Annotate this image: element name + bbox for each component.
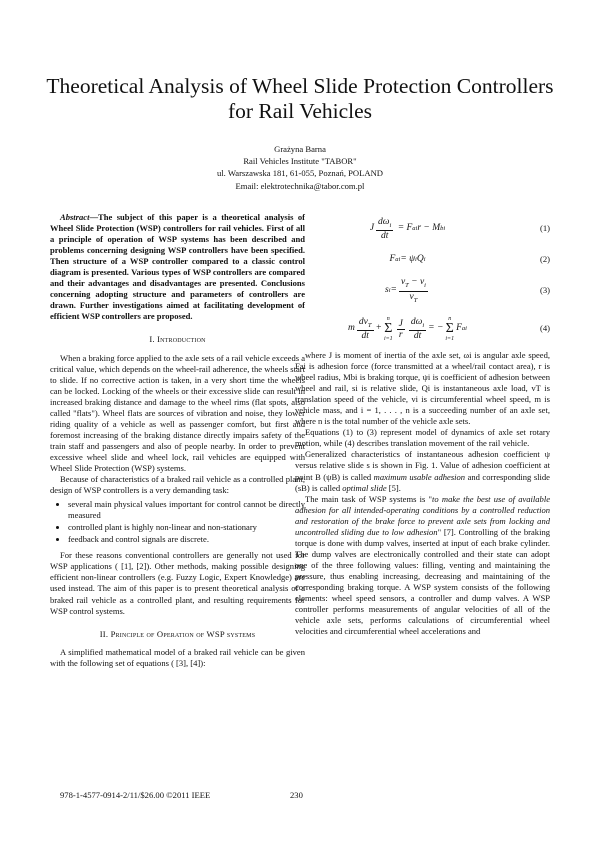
equation-4: m $\frac{dv_T}{dt}$ + n Σ i=1 $\frac{J}{r}$ $\frac{d\omega_i}{dt}$ = − n Σ i=1 F ai (4) [295,308,550,350]
section-heading-introduction: I. Introduction [149,334,206,345]
author-name: Grażyna Barna [274,144,326,154]
bullet-list [50,499,305,545]
page-number: 230 [290,790,303,800]
intro-paragraph-1: When a braking force applied to the axle sets of a rail vehicle exceeds a critical value, which depends on the wheel-rail adherence, the wheels start to slide. If no corrective action is taken, in a very short time the wheels can be locked. Locking of the wheels or their excessive slide can result in increased braking distance and damage to the wheel rims (flat spots, also called "flats"). Wheel flats are sources of vibration and noise, they lower riding quality of a vehicle as well as passenger comfort, but first and foremost increasing of the braking distance directly impairs safety of the train staff and passengers and also of people nearby. In order to prevent excessive wheel slide and wheel lock, rail vehicles are equipped with Wheel Slide Protection (WSP) systems. [50,352,305,473]
equation-number: (3) [539,285,550,296]
abstract-label: Abstract [60,212,90,222]
principle-paragraph-1: A simplified mathematical model of a braked rail vehicle can be given with the following set of equations ( [3], [4]): [50,646,305,668]
equations-paragraph: Equations (1) to (3) represent model of dynamics of axle set rotary motion, while (4) describes translation movement of the rail vehicle. [295,427,550,449]
intro-paragraph-2: Because of characteristics of a braked rail vehicle as a controlled plant, design of WSP controllers is a very demanding task: [50,474,305,496]
paper-title: Theoretical Analysis of Wheel Slide Protection Controllers for Rail Vehicles [46,74,554,123]
footer-isbn: 978-1-4577-0914-2/11/$26.00 ©2011 IEEE [60,790,211,800]
equation-2: F ai = ψ i Q i (2) [295,246,550,274]
abstract [50,212,305,322]
list-item: • feedback and control signals are discrete. [68,534,305,545]
equation-1: J $\frac{d\omega_i}{dt}$ = F ai r − M bi (1) [295,212,550,246]
section-heading-principle: II. Principle of Operation of WSP systems [99,628,256,639]
abstract-text: —The subject of this paper is a theoretical analysis of Wheel Slide Protection (WSP) controllers for rail vehicles. First of all a principle of operation of WSP systems has been described and problems concerning designing WSP controllers have been specified. Then structure of a WSP controller compared to a classic control diagram is presented. Various types of WSP controllers are compared and their advantages and disadvantages are presented. Conclusions concerning adopting structure and parameters of controllers are drawn. Further investigations aimed at facilitating development of efficient WSP controllers are proposed. [50,212,305,322]
author-email: Email: elektrotechnika@tabor.com.pl [235,180,365,191]
equation-number: (4) [539,323,550,334]
right-column [295,212,550,637]
equation-number: (1) [539,223,550,234]
author-block [100,143,500,192]
main-task-paragraph: The main task of WSP systems is "to make the best use of available adhesion for all intended-operating conditions by a controlled reduction and restoration of the brake force to prevent axle sets from locking and uncontrolled sliding due to low adhesion" [7]. Controlling of the braking torque is done with dump valves, inserted at input of each brake cylinder. The dump valves are electronically controlled and their state can adopt one of the three following values: filling, venting and maintaining the pressure, thus enabling increasing, decreasing and maintaining of the corresponding braking torque. A WSP system consists of the following elements: wheel speed sensors, a controller and dump valves. A WSP controller performs measurements of angular velocities of all of the vehicle axle sets, performs calculations of circumferential wheel velocities and circumferential wheel accelerations and [295,493,550,637]
equation-number: (2) [539,254,550,265]
equation-3: s i = $\frac{v_T - v_i}{v_T}$ (3) [295,274,550,308]
left-column [50,212,305,669]
where-paragraph: where J is moment of inertia of the axle set, ωi is angular axle speed, Fai is adhesion force (force transmitted at a wheel/rail contact area), r is wheel radius, Mbi is braking torque, ψi is coefficient of adhesion between wheel and rail, si is relative slide, Qi is instantaneous axle load, vT is translation speed of the vehicle, vi is circumferential wheel speed, m is vehicle mass, and i = 1, . . . , n is a succeeding number of an axle set, where n is the total number of the vehicle axle sets. [295,350,550,427]
author-institute: Rail Vehicles Institute "TABOR" [243,156,357,167]
generalized-paragraph: Generalized characteristics of instantaneous adhesion coefficient ψ versus relative slide s is shown in Fig. 1. Value of adhesion coefficient at point B (ψB) is called maximum usable adhesion and corresponding slide (sB) is called optimal slide [5]. [295,449,550,493]
list-item: • several main physical values important for control cannot be directly measured [68,499,305,521]
intro-paragraph-3: For these reasons conventional controllers are generally not used for WSP applications ( [1], [2]). Other methods, making possible designing efficient non-linear controllers (e.g. Fuzzy Logic, Expert Knowledge) are used instead. The aim of this paper is to present theoretical analysis of a braked rail vehicle as a controlled plant, and resulting requirements for WSP control systems. [50,550,305,616]
list-item: • controlled plant is highly non-linear and non-stationary [68,522,305,533]
author-address: ul. Warszawska 181, 61-055, Poznań, POLAND [217,168,383,179]
